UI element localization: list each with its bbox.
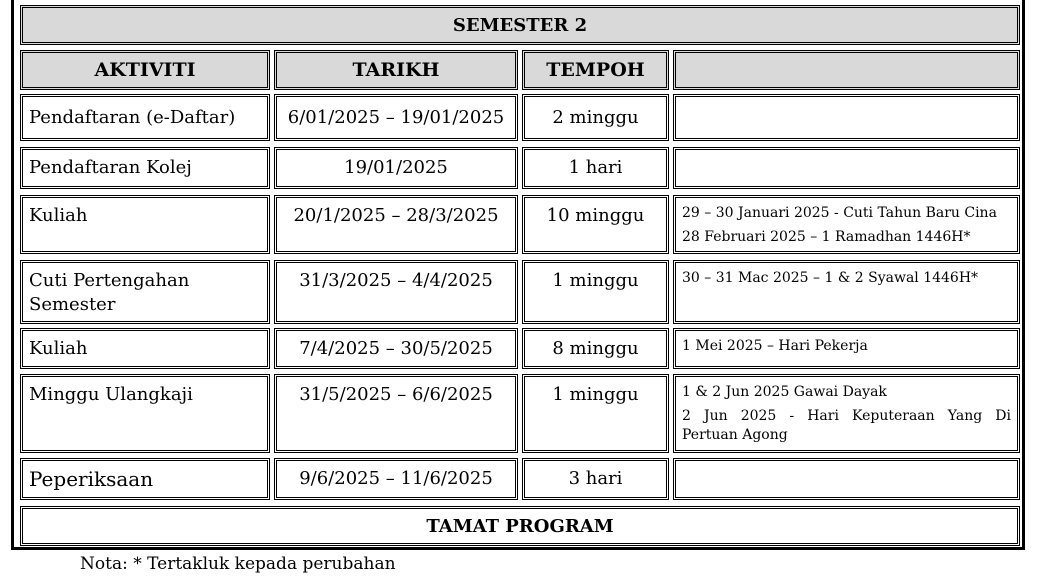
row-4-activity <box>20 260 270 324</box>
row-5-duration-text: 8 minggu <box>552 337 639 359</box>
header-date <box>274 50 518 90</box>
row-6-activity <box>20 374 270 453</box>
row-3-note-2: 28 Februari 2025 – 1 Ramadhan 1446H* <box>682 229 971 245</box>
row-2-activity <box>20 147 270 189</box>
row-3-note-1: 29 – 30 Januari 2025 - Cuti Tahun Baru Cina <box>682 205 997 221</box>
row-7-duration-text: 3 hari <box>568 468 623 489</box>
row-2-date <box>274 147 518 189</box>
row-6-note-3: Pertuan Agong <box>682 427 788 443</box>
row-6-notes <box>673 374 1020 453</box>
footnote: Nota: * Tertakluk kepada perubahan <box>80 554 396 574</box>
row-5-activity <box>20 328 270 369</box>
row-7-notes <box>673 458 1020 500</box>
semester-title <box>20 5 1020 45</box>
row-1-date-text: 6/01/2025 – 19/01/2025 <box>287 106 505 128</box>
row-4-date-text: 31/3/2025 – 4/4/2025 <box>299 270 493 291</box>
row-7-activity <box>20 458 270 500</box>
row-4-activity-line-2: Semester <box>29 294 116 315</box>
row-1-notes <box>673 94 1020 141</box>
row-3-duration <box>522 195 669 254</box>
row-4-notes <box>673 260 1020 324</box>
row-4-duration <box>522 260 669 324</box>
row-1-activity <box>20 94 270 141</box>
row-7-date-text: 9/6/2025 – 11/6/2025 <box>299 468 493 489</box>
header-date-text: TARIKH <box>352 59 440 81</box>
row-5-activity-text: Kuliah <box>29 337 88 359</box>
header-activity <box>20 50 270 90</box>
header-duration <box>522 50 669 90</box>
row-2-activity-text: Pendaftaran Kolej <box>29 157 192 178</box>
row-4-note-1: 30 – 31 Mac 2025 – 1 & 2 Syawal 1446H* <box>682 270 979 286</box>
row-5-notes <box>673 328 1020 369</box>
row-3-activity <box>20 195 270 254</box>
row-6-note-2: 2 Jun 2025 - Hari Keputeraan Yang Di <box>682 408 1011 424</box>
row-3-date-text: 20/1/2025 – 28/3/2025 <box>293 205 499 226</box>
row-4-date <box>274 260 518 324</box>
row-2-duration <box>522 147 669 189</box>
semester-title-text: SEMESTER 2 <box>452 14 588 36</box>
row-6-duration <box>522 374 669 453</box>
row-5-note-1: 1 Mei 2025 – Hari Pekerja <box>682 338 868 354</box>
header-notes <box>673 50 1020 90</box>
program-end <box>20 506 1020 546</box>
row-7-date <box>274 458 518 500</box>
row-1-duration-text: 2 minggu <box>552 106 639 128</box>
row-6-duration-text: 1 minggu <box>552 384 639 405</box>
row-5-duration <box>522 328 669 369</box>
row-3-notes <box>673 195 1020 254</box>
row-5-date-text: 7/4/2025 – 30/5/2025 <box>299 337 493 359</box>
row-1-date <box>274 94 518 141</box>
row-6-activity-text: Minggu Ulangkaji <box>29 384 193 405</box>
header-duration-text: TEMPOH <box>546 59 645 81</box>
row-7-activity-text: Peperiksaan <box>29 467 154 491</box>
row-6-date-text: 31/5/2025 – 6/6/2025 <box>299 384 493 405</box>
header-activity-text: AKTIVITI <box>94 59 196 81</box>
row-7-duration <box>522 458 669 500</box>
row-4-activity-line-1: Cuti Pertengahan <box>29 270 190 291</box>
row-1-duration <box>522 94 669 141</box>
row-3-date <box>274 195 518 254</box>
row-2-duration-text: 1 hari <box>568 157 623 178</box>
row-3-duration-text: 10 minggu <box>546 205 645 226</box>
row-6-note-1: 1 & 2 Jun 2025 Gawai Dayak <box>682 384 887 400</box>
row-3-activity-text: Kuliah <box>29 205 88 226</box>
row-5-date <box>274 328 518 369</box>
row-6-date <box>274 374 518 453</box>
program-end-text: TAMAT PROGRAM <box>426 515 614 537</box>
row-4-duration-text: 1 minggu <box>552 270 639 291</box>
row-2-date-text: 19/01/2025 <box>344 157 448 178</box>
row-1-activity-text: Pendaftaran (e-Daftar) <box>29 106 236 128</box>
row-2-notes <box>673 147 1020 189</box>
